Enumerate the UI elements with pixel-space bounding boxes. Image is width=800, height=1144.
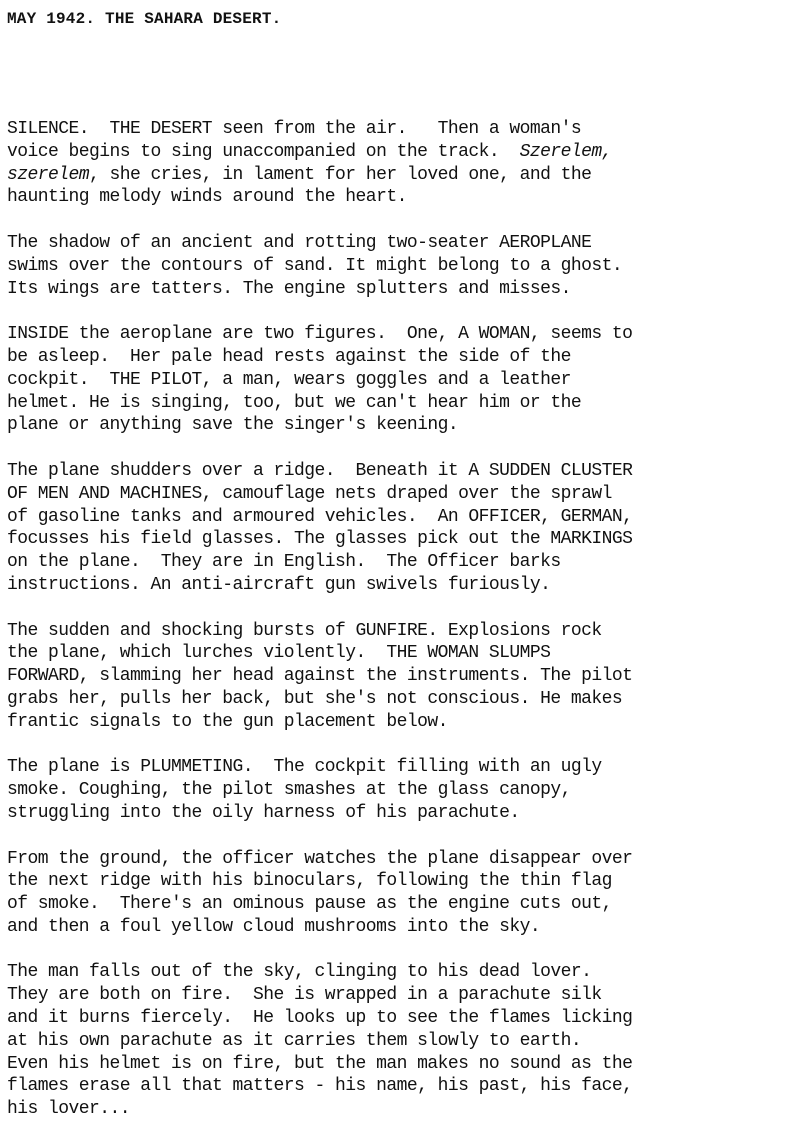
text-run: at his own parachute as it carries them slowly to earth. — [7, 1030, 582, 1051]
action-paragraph — [7, 118, 793, 209]
text-run: helmet. He is singing, too, but we can't hear him or the — [7, 392, 582, 413]
text-run: and then a foul yellow cloud mushrooms into the sky. — [7, 916, 541, 937]
text-run: The plane shudders over a ridge. Beneath it A SUDDEN CLUSTER — [7, 460, 633, 481]
text-run: cockpit. THE PILOT, a man, wears goggles and a leather — [7, 369, 571, 390]
text-run: frantic signals to the gun placement below. — [7, 711, 448, 732]
action-paragraph — [7, 961, 793, 1121]
scene-heading: MAY 1942. THE SAHARA DESERT. — [7, 10, 282, 28]
text-run: Even his helmet is on fire, but the man makes no sound as the — [7, 1053, 633, 1074]
text-run: The plane is PLUMMETING. The cockpit filling with an ugly — [7, 757, 602, 778]
text-run: The sudden and shocking bursts of GUNFIRE. Explosions rock — [7, 620, 602, 641]
text-run: plane or anything save the singer's keening. — [7, 415, 459, 436]
text-run: struggling into the oily harness of his parachute. — [7, 802, 520, 823]
text-run: OF MEN AND MACHINES, camouflage nets draped over the sprawl — [7, 483, 612, 504]
text-run: , she cries, in lament for her loved one, and the — [89, 164, 592, 185]
text-run: grabs her, pulls her back, but she's not conscious. He makes — [7, 688, 623, 709]
text-run: haunting melody winds around the heart. — [7, 187, 407, 208]
text-run: and it burns fiercely. He looks up to see the flames licking — [7, 1008, 633, 1029]
text-run: The man falls out of the sky, clinging to his dead lover. — [7, 962, 592, 983]
text-run: of smoke. There's an ominous pause as the engine cuts out, — [7, 894, 612, 915]
document-page — [7, 9, 793, 29]
text-run: be asleep. Her pale head rests against the side of the — [7, 346, 571, 367]
text-run: INSIDE the aeroplane are two figures. One, A WOMAN, seems to — [7, 324, 633, 345]
italic-text-run: Szerelem, — [519, 141, 612, 162]
text-run: Its wings are tatters. The engine splutters and misses. — [7, 278, 571, 299]
action-paragraph — [7, 848, 793, 939]
text-run: the next ridge with his binoculars, following the thin flag — [7, 871, 612, 892]
action-paragraph — [7, 232, 793, 300]
text-run: The shadow of an ancient and rotting two-seater AEROPLANE — [7, 232, 592, 253]
text-run: his lover... — [7, 1099, 131, 1120]
italic-text-run: szerelem — [7, 164, 90, 185]
text-run: of gasoline tanks and armoured vehicles. An OFFICER, GERMAN, — [7, 506, 633, 527]
action-paragraph — [7, 460, 793, 597]
text-run: focusses his field glasses. The glasses pick out the MARKINGS — [7, 529, 633, 550]
text-run: the plane, which lurches violently. THE WOMAN SLUMPS — [7, 643, 551, 664]
text-run: on the plane. They are in English. The Officer barks — [7, 552, 561, 573]
scene-description — [7, 118, 793, 1144]
text-run: instructions. An anti-aircraft gun swivels furiously. — [7, 574, 551, 595]
text-run: SILENCE. THE DESERT seen from the air. Then a woman's — [7, 119, 582, 139]
text-run: They are both on fire. She is wrapped in a parachute silk — [7, 985, 602, 1006]
action-paragraph — [7, 756, 793, 824]
text-run: FORWARD, slamming her head against the instruments. The pilot — [7, 666, 633, 687]
text-run: swims over the contours of sand. It might belong to a ghost. — [7, 255, 623, 276]
text-run: flames erase all that matters - his name, his past, his face, — [7, 1076, 633, 1097]
text-run: smoke. Coughing, the pilot smashes at the glass canopy, — [7, 780, 571, 801]
text-run: From the ground, the officer watches the plane disappear over — [7, 848, 633, 869]
text-run: voice begins to sing unaccompanied on the track. — [7, 141, 520, 162]
action-paragraph — [7, 323, 793, 437]
action-paragraph — [7, 620, 793, 734]
